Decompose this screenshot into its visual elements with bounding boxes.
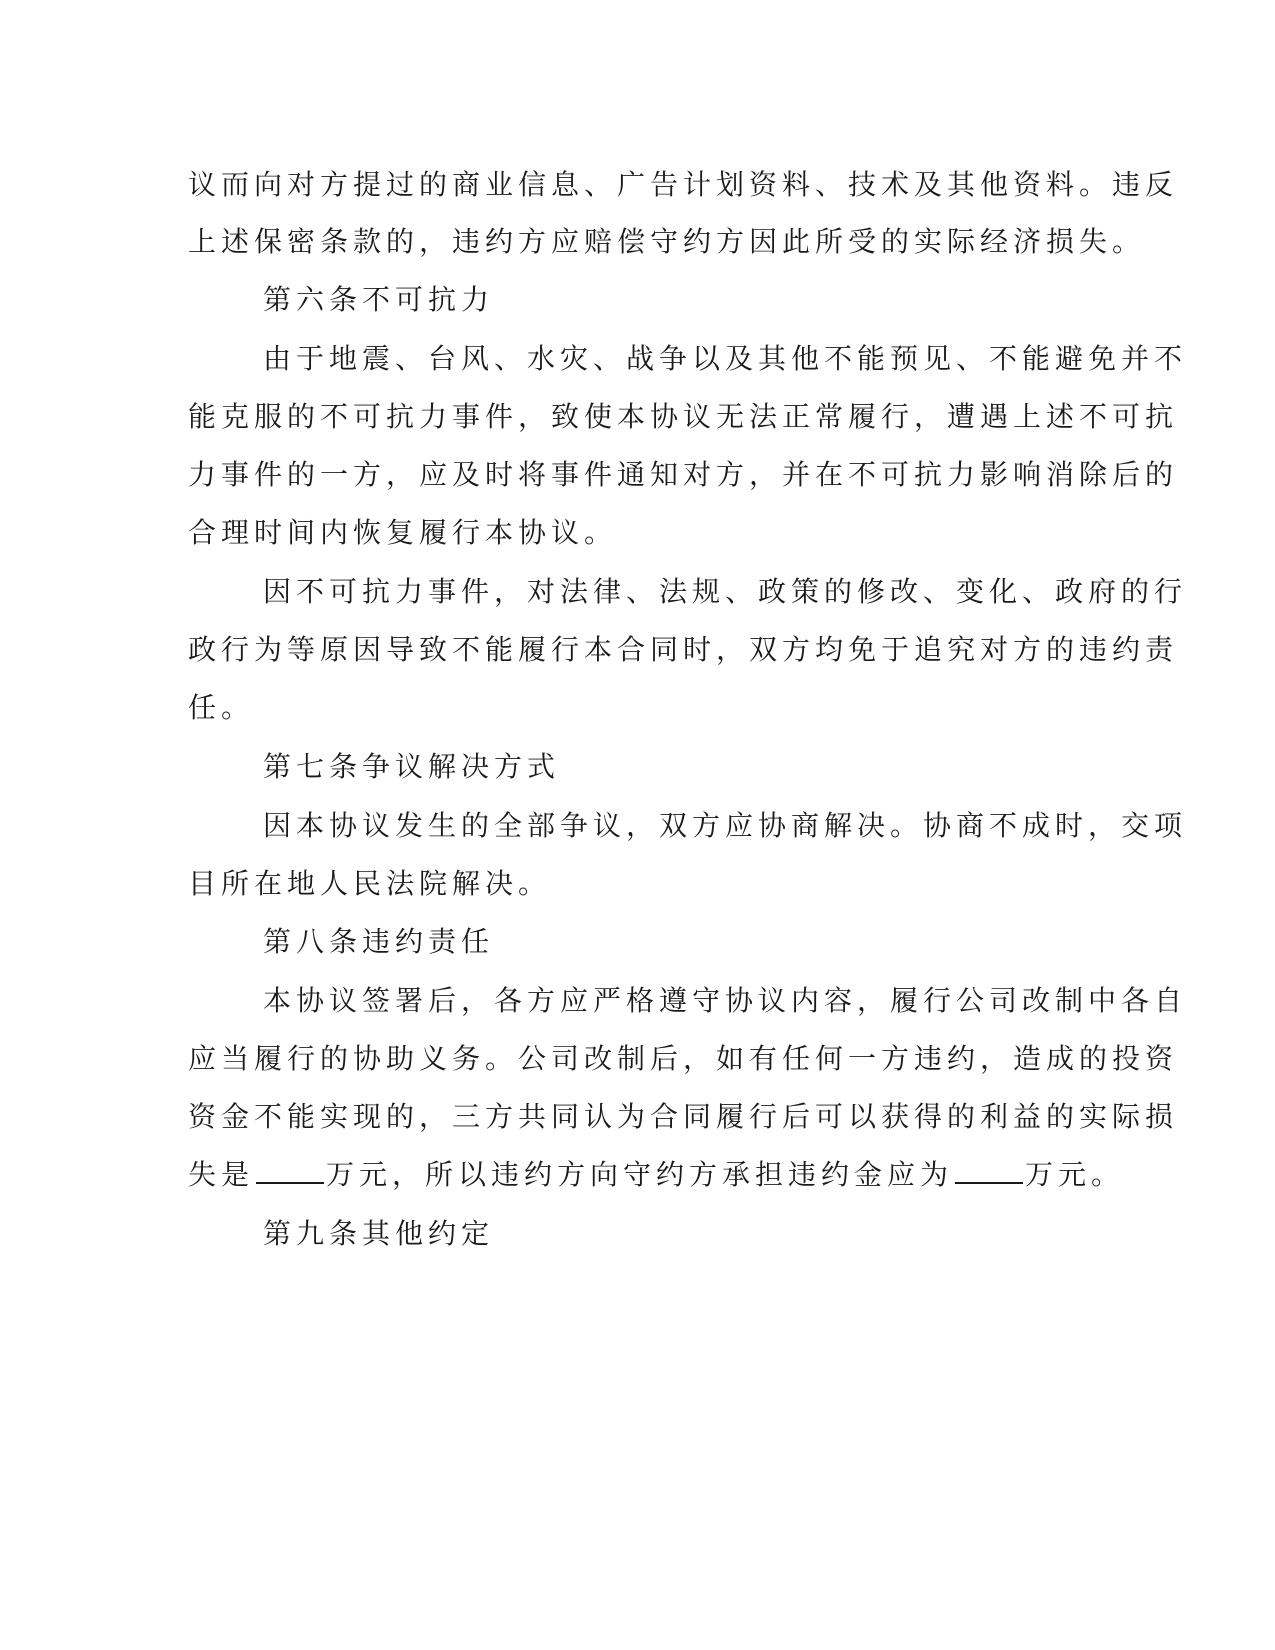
- paragraph-line: 上述保密条款的，违约方应赔偿守约方因此所受的实际经济损失。: [188, 225, 1146, 258]
- article-9-heading: 第九条其他约定: [263, 1217, 495, 1250]
- text-segment: 失是: [188, 1158, 255, 1191]
- article-6-heading: 第六条不可抗力: [263, 283, 495, 316]
- paragraph-line: 因本协议发生的全部争议，双方应协商解决。协商不成时，交项: [263, 809, 1188, 842]
- text-segment: 万元，所以违约方向守约方承担违约金应为: [326, 1158, 954, 1191]
- paragraph-line: 力事件的一方，应及时将事件通知对方，并在不可抗力影响消除后的: [188, 458, 1179, 491]
- paragraph-line: 应当履行的协助义务。公司改制后，如有任何一方违约，造成的投资: [188, 1042, 1179, 1075]
- fill-in-blank[interactable]: [256, 1156, 324, 1184]
- article-7-heading: 第七条争议解决方式: [263, 750, 561, 783]
- fill-in-blank[interactable]: [955, 1156, 1023, 1184]
- paragraph-line: 议而向对方提过的商业信息、广告计划资料、技术及其他资料。违反: [188, 168, 1179, 201]
- article-8-heading: 第八条违约责任: [263, 925, 495, 958]
- text-segment: 万元。: [1025, 1158, 1125, 1191]
- paragraph-line: 本协议签署后，各方应严格遵守协议内容，履行公司改制中各自: [263, 984, 1188, 1017]
- paragraph-line: 合理时间内恢复履行本协议。: [188, 516, 618, 549]
- paragraph-line: 由于地震、台风、水灾、战争以及其他不能预见、不能避免并不: [263, 342, 1188, 375]
- paragraph-line: 任。: [188, 691, 255, 724]
- paragraph-line: 政行为等原因导致不能履行本合同时，双方均免于追究对方的违约责: [188, 633, 1179, 666]
- paragraph-line: [188, 1155, 1125, 1195]
- paragraph-line: 目所在地人民法院解决。: [188, 867, 552, 900]
- paragraph-line: 资金不能实现的，三方共同认为合同履行后可以获得的利益的实际损: [188, 1100, 1179, 1133]
- paragraph-line: 能克服的不可抗力事件，致使本协议无法正常履行，遭遇上述不可抗: [188, 400, 1179, 433]
- paragraph-line: 因不可抗力事件，对法律、法规、政策的修改、变化、政府的行: [263, 575, 1188, 608]
